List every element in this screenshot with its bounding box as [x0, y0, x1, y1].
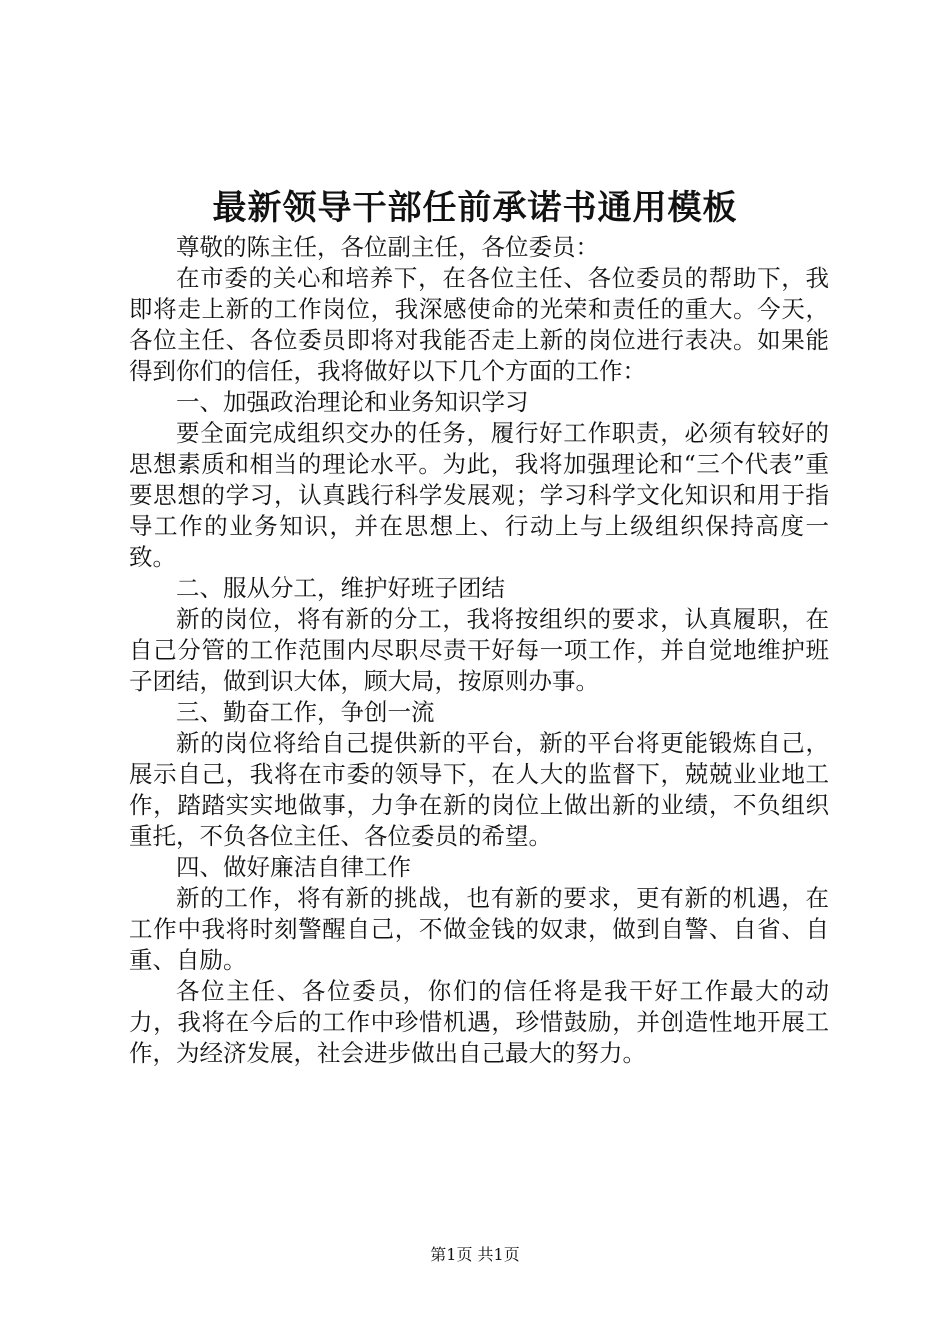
page-footer: 第1页 共1页 — [430, 1245, 520, 1264]
section-heading-1: 一、加强政治理论和业务知识学习 — [176, 388, 529, 416]
section-paragraph-3: 新的岗位将给自己提供新的平台，新的平台将更能锻炼自己，展示自己，我将在市委的领导下，在人大的监督下，兢兢业业地工作，踏踏实实地做事，力争在新的岗位上做出新的业绩，不负组织重托，不负各位主任、各位委员的希望。 — [129, 729, 829, 850]
section-heading-3: 三、勤奋工作，争创一流 — [176, 698, 435, 726]
section-heading-4: 四、做好廉洁自律工作 — [176, 853, 411, 881]
document-body — [129, 232, 829, 1069]
section-paragraph-2: 新的岗位，将有新的分工，我将按组织的要求，认真履职，在自己分管的工作范围内尽职尽责干好每一项工作，并自觉地维护班子团结，做到识大体，顾大局，按原则办事。 — [129, 605, 829, 695]
closing-paragraph: 各位主任、各位委员，你们的信任将是我干好工作最大的动力，我将在今后的工作中珍惜机遇，珍惜鼓励，并创造性地开展工作，为经济发展，社会进步做出自己最大的努力。 — [129, 977, 829, 1067]
intro-paragraph: 在市委的关心和培养下，在各位主任、各位委员的帮助下，我即将走上新的工作岗位，我深感使命的光荣和责任的重大。今天，各位主任、各位委员即将对我能否走上新的岗位进行表决。如果能得到你们的信任，我将做好以下几个方面的工作： — [129, 264, 829, 385]
section-heading-2: 二、服从分工，维护好班子团结 — [176, 574, 505, 602]
salutation-paragraph: 尊敬的陈主任，各位副主任，各位委员： — [176, 233, 599, 261]
document-title: 最新领导干部任前承诺书通用模板 — [212, 188, 738, 228]
section-paragraph-1: 要全面完成组织交办的任务，履行好工作职责，必须有较好的思想素质和相当的理论水平。为此，我将加强理论和“三个代表”重要思想的学习，认真践行科学发展观；学习科学文化知识和用于指导工作的业务知识，并在思想上、行动上与上级组织保持高度一致。 — [129, 419, 829, 571]
section-paragraph-4: 新的工作，将有新的挑战，也有新的要求，更有新的机遇，在工作中我将时刻警醒自己，不做金钱的奴隶，做到自警、自省、自重、自励。 — [129, 884, 829, 974]
